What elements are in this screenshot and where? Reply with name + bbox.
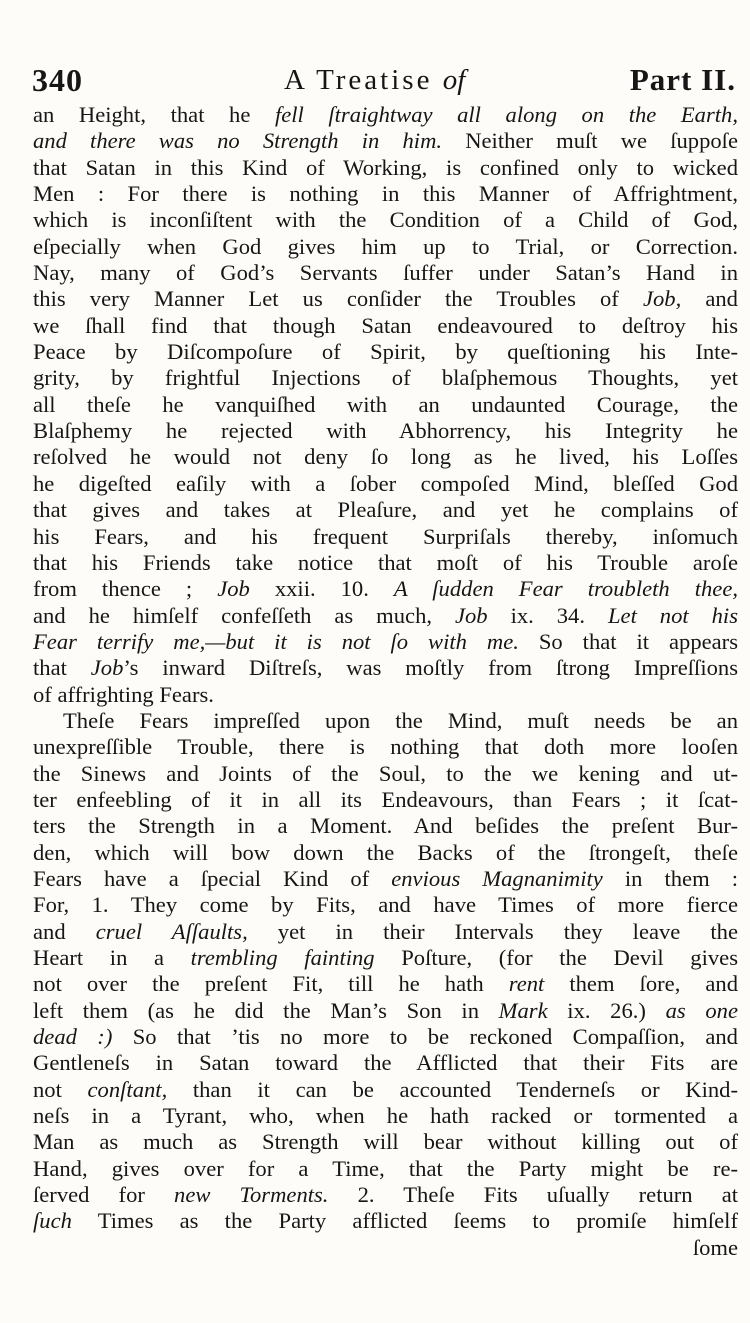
text-run: and <box>33 918 96 944</box>
running-title-of: of <box>442 64 466 96</box>
text-run: we ſhall find that though Satan endeavoured to deſtroy his <box>33 312 738 338</box>
text-run: which is inconſiſtent with the Condition of a Child of God, <box>33 207 738 233</box>
text-run: xxii. 10. <box>249 576 394 602</box>
text-run: Gentleneſs in Satan toward the Afflicted that their Fits are <box>33 1050 738 1076</box>
text-run: Nay, many of God’s Servants ſuffer under Satan’s Hand in <box>33 260 738 286</box>
text-line <box>33 866 738 892</box>
text-line <box>33 524 738 550</box>
text-run: Theſe Fears impreſſed upon the Mind, muſt needs be an <box>63 707 738 733</box>
italic-run: Job <box>454 602 488 628</box>
page-number: 340 <box>32 62 83 98</box>
text-run: left them (as he did the Man’s Son in <box>33 997 499 1023</box>
text-run: his Fears, and his frequent Surpriſals thereby, inſomuch <box>33 523 738 549</box>
text-line <box>33 1077 738 1103</box>
text-line <box>33 998 738 1024</box>
text-run: Neither muſt we ſuppoſe <box>442 128 738 154</box>
italic-run: Job, <box>642 286 682 312</box>
text-line <box>33 1050 738 1076</box>
text-run: the Sinews and Joints of the Soul, to the we kening and ut- <box>33 760 738 786</box>
text-line <box>33 734 738 760</box>
text-line <box>33 444 738 470</box>
text-run: 2. Theſe Fits uſually return at <box>328 1182 738 1208</box>
text-run: ix. 26.) <box>547 997 666 1023</box>
text-run: So that ’tis no more to be reckoned Compaſſion, and <box>112 1024 738 1050</box>
text-line <box>33 365 738 391</box>
text-line <box>33 207 738 233</box>
running-header <box>32 62 736 106</box>
part-label: Part II. <box>629 62 736 97</box>
text-line <box>33 181 738 207</box>
text-line <box>33 286 738 312</box>
italic-run: envious Magnanimity <box>391 865 603 891</box>
text-run: them ſore, and <box>544 971 738 997</box>
text-line <box>33 840 738 866</box>
text-run: Man as much as Strength will bear without killing out of <box>33 1129 738 1155</box>
text-line <box>33 892 738 918</box>
text-run: Times as the Party afflicted ſeems to promiſe himſelf <box>71 1208 738 1234</box>
text-run: Peace by Diſcompoſure of Spirit, by queſtioning his Inte- <box>33 339 738 365</box>
text-run: ix. 34. <box>487 602 608 628</box>
text-line <box>33 418 738 444</box>
text-line <box>33 392 738 418</box>
text-line <box>33 682 738 708</box>
text-run: all theſe he vanquiſhed with an undaunted Courage, the <box>33 391 738 417</box>
paragraph <box>33 102 738 708</box>
text-run: reſolved he would not deny ſo long as he lived, his Loſſes <box>33 444 738 470</box>
text-line <box>33 1156 738 1182</box>
text-line <box>33 313 738 339</box>
text-run: that his Friends take notice that moſt of his Trouble aroſe <box>33 549 738 575</box>
italic-run: new Torments. <box>174 1182 329 1208</box>
text-line <box>33 919 738 945</box>
text-run: den, which will bow down the Backs of the ſtrongeſt, theſe <box>33 839 738 865</box>
text-line <box>33 708 738 734</box>
italic-run: cruel Aſſaults, <box>95 918 248 944</box>
italic-run: trembling fainting <box>190 945 375 970</box>
text-run: that Satan in this Kind of Working, is confined only to wicked <box>33 154 738 180</box>
body-text <box>33 102 738 1261</box>
paragraph <box>33 708 738 1235</box>
text-line <box>33 971 738 997</box>
text-line <box>33 576 738 602</box>
text-line <box>33 813 738 839</box>
text-run: not over the preſent Fit, till he hath <box>33 971 509 997</box>
text-run: that <box>33 655 91 681</box>
text-line <box>33 471 738 497</box>
text-run: this very Manner Let us conſider the Troubles of <box>33 286 643 312</box>
text-line <box>33 128 738 154</box>
text-run: Fears have a ſpecial Kind of <box>33 865 392 891</box>
text-run: from thence ; <box>33 576 218 602</box>
running-title-main: A Treatise <box>284 64 433 96</box>
text-line <box>33 234 738 260</box>
text-run: not <box>33 1076 88 1102</box>
text-line <box>33 629 738 655</box>
running-title <box>284 64 465 97</box>
text-line <box>33 260 738 286</box>
text-run: Heart in a <box>33 945 191 970</box>
text-run: For, 1. They come by Fits, and have Times of more fierce <box>33 892 738 918</box>
text-line <box>33 655 738 681</box>
italic-run: fell ſtraightway all along on the Earth, <box>274 102 738 127</box>
text-line <box>33 1103 738 1129</box>
italic-run: Let not his <box>607 602 738 628</box>
text-run: an Height, that he <box>33 102 275 127</box>
catchword: ſome <box>692 1234 738 1260</box>
text-run: Blaſphemy he rejected with Abhorrency, his Integrity he <box>33 418 738 444</box>
italic-run: as one <box>665 997 738 1023</box>
text-line <box>33 945 738 971</box>
italic-run: Job <box>90 655 124 681</box>
italic-run: Job <box>217 576 250 602</box>
text-run: of affrighting Fears. <box>33 681 214 707</box>
text-run: in them : <box>602 865 738 891</box>
text-line <box>33 1208 738 1234</box>
italic-run: dead :) <box>33 1024 113 1050</box>
text-line <box>33 102 738 128</box>
text-line <box>33 761 738 787</box>
text-run: Poſture, (for the Devil gives <box>374 945 738 970</box>
text-run: ’s inward Diſtreſs, was moſtly from ſtrong Impreſſions <box>123 655 738 681</box>
text-run: unexpreſſible Trouble, there is nothing that doth more looſen <box>33 734 738 760</box>
text-run: Hand, gives over for a Time, that the Party might be re- <box>33 1155 738 1181</box>
text-run: and he himſelf confeſſeth as much, <box>33 602 455 628</box>
text-run: So that it appears <box>518 628 738 654</box>
text-line <box>33 339 738 365</box>
text-line <box>33 1129 738 1155</box>
text-run: ter enfeebling of it in all its Endeavours, than Fears ; it ſcat- <box>33 786 738 812</box>
text-line <box>33 550 738 576</box>
italic-run: ſuch <box>33 1208 72 1234</box>
italic-run: Mark <box>498 997 548 1023</box>
italic-run: A ſudden Fear troubleth thee, <box>393 576 738 602</box>
italic-run: conſtant, <box>87 1076 168 1102</box>
text-run: than it can be accounted Tenderneſs or Kind- <box>167 1076 738 1102</box>
text-run: yet in their Intervals they leave the <box>247 918 738 944</box>
text-line <box>33 497 738 523</box>
text-line <box>33 1182 738 1208</box>
italic-run: Fear terrify me,—but it is not ſo with me. <box>33 628 519 654</box>
text-run: ſerved for <box>33 1182 175 1208</box>
text-run: and <box>681 286 738 312</box>
text-line <box>33 787 738 813</box>
text-run: that gives and takes at Pleaſure, and yet he complains of <box>33 497 738 523</box>
text-run: eſpecially when God gives him up to Trial, or Correction. <box>33 233 738 259</box>
text-line <box>33 603 738 629</box>
italic-run: and there was no Strength in him. <box>33 128 443 154</box>
text-line <box>33 1024 738 1050</box>
text-run: grity, by frightful Injections of blaſphemous Thoughts, yet <box>33 365 738 391</box>
text-run: Men : For there is nothing in this Manner of Affrightment, <box>33 181 738 207</box>
text-run: neſs in a Tyrant, who, when he hath racked or tormented a <box>33 1103 738 1129</box>
text-line <box>33 155 738 181</box>
text-run: he digeſted eaſily with a ſober compoſed Mind, bleſſed God <box>33 470 738 496</box>
italic-run: rent <box>508 971 545 997</box>
text-run: ters the Strength in a Moment. And beſides the preſent Bur- <box>33 813 738 839</box>
